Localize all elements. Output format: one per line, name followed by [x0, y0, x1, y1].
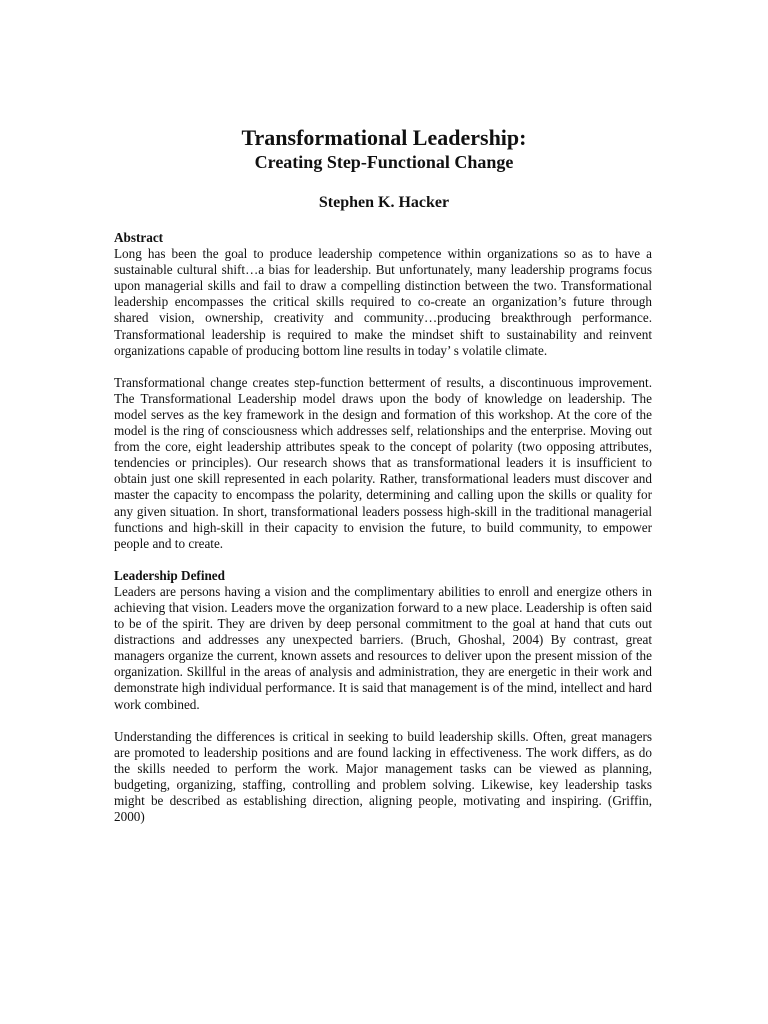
document-title: Transformational Leadership:: [241, 125, 527, 150]
document-subtitle: Creating Step-Functional Change: [254, 152, 514, 172]
transformational-change-paragraph: Transformational change creates step-function betterment of results, a discontinuous improvement. The Transformational Leadership model draws upon the body of knowledge on leadership. The model serves as the key framework in the design and formation of this workshop. At the core of the model is the ring of consciousness which addresses self, relationships and the enterprise. Moving out from the core, eight leadership attributes speak to the concept of polarity (two opposing attributes, tendencies or principles). Our research shows that as transformational leaders it is insufficient to obtain just one skill represented in each polarity. Rather, transformational leaders must discover and master the capacity to encompass the polarity, determining and calling upon the skills or quality for any given situation. In short, transformational leaders possess high-skill in the traditional managerial functions and high-skill in their capacity to envision the future, to build community, to empower people and to create.: [114, 374, 652, 551]
leadership-defined-heading: Leadership Defined: [114, 567, 225, 583]
document-body: [114, 230, 652, 825]
abstract-heading: Abstract: [114, 230, 164, 245]
abstract-paragraph: Long has been the goal to produce leadership competence within organizations so as to have a sustainable cultural shift…a bias for leadership. But unfortunately, many leadership programs focus upon managerial skills and fail to draw a compelling distinction between the two. Transformational leadership encompasses the critical skills required to co-create an organization’s future through shared vision, ownership, creativity and community…producing breakthrough performance. Transformational leadership is required to make the mindset shift to sustainability and reinvent organizations capable of producing bottom line results in today’ s volatile climate.: [114, 246, 652, 358]
leadership-defined-paragraph: Leaders are persons having a vision and the complimentary abilities to enroll and energize others in achieving that vision. Leaders move the organization forward to a new place. Leadership is often said to be of the spirit. They are driven by deep personal commitment to the goal at hand that cuts out distractions and addresses any unexpected barriers. (Bruch, Ghoshal, 2004) By contrast, great managers organize the current, known assets and resources to deliver upon the present mission of the organization. Skillful in the areas of analysis and administration, they are energetic in their work and demonstrate high individual performance. It is said that management is of the mind, intellect and hard work combined.: [114, 583, 652, 712]
author-name: Stephen K. Hacker: [318, 194, 450, 211]
understanding-differences-paragraph: Understanding the differences is critical in seeking to build leadership skills. Often, great managers are promoted to leadership positions and are found lacking in effectiveness. The work differs, as do the skills needed to perform the work. Major management tasks can be viewed as planning, budgeting, organizing, staffing, controlling and problem solving. Likewise, key leadership tasks might be described as establishing direction, aligning people, motivating and inspiring. (Griffin, 2000): [114, 728, 652, 825]
